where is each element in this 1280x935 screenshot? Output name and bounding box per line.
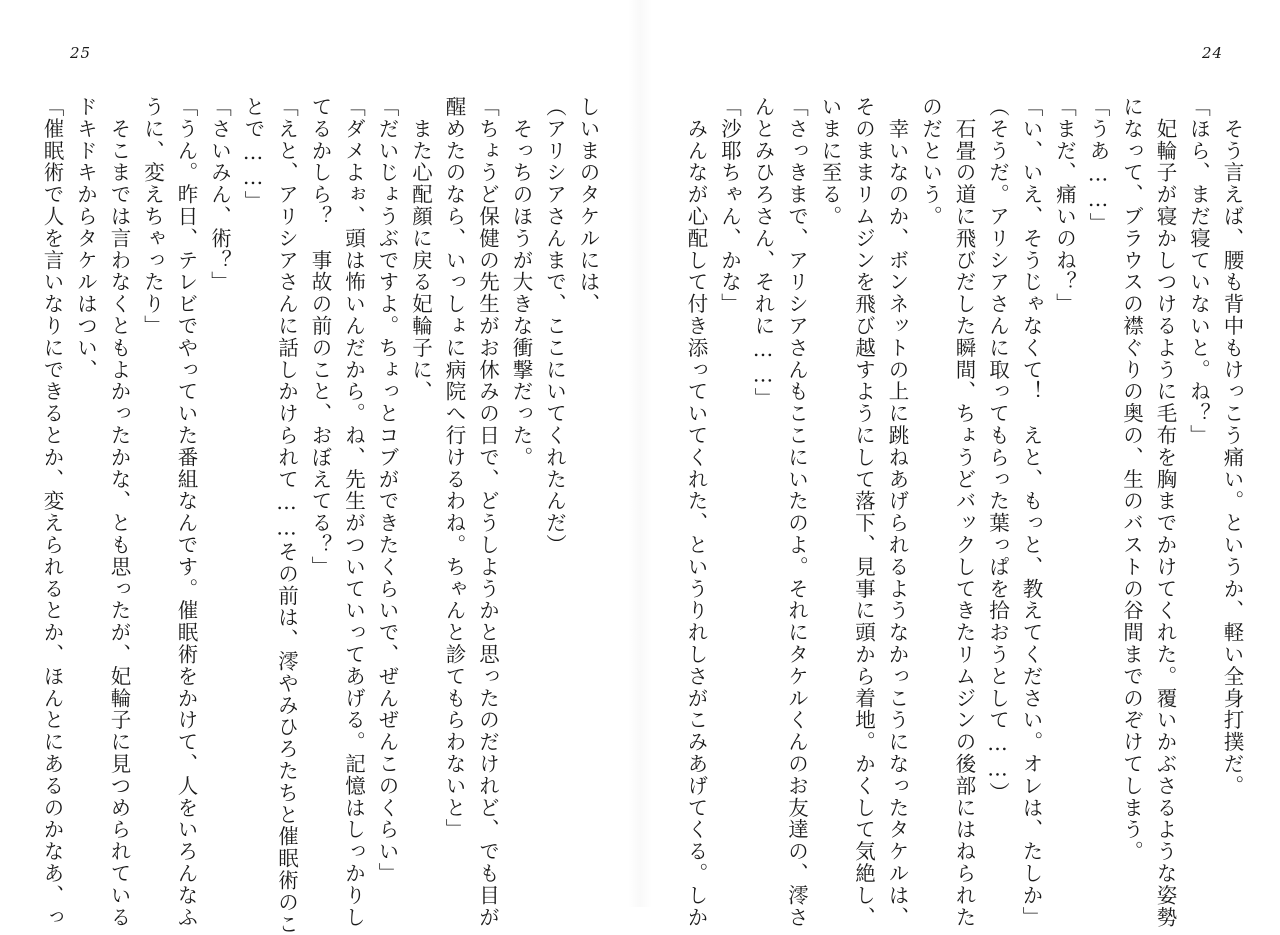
page-number-right: 24 bbox=[1202, 44, 1224, 62]
text-line: のだという。 bbox=[918, 96, 943, 228]
text-line: んとみひろさん、それに……」 bbox=[751, 96, 775, 410]
right-page bbox=[640, 0, 1280, 929]
text-line: 「うん。昨日、テレビでやっていた番組なんです。催眠術をかけて、人をいろんなふ bbox=[174, 96, 198, 929]
text-line: 「だいじょうぶですよ。ちょっとコブができたくらいで、ぜんぜんこのくらい」 bbox=[375, 96, 399, 885]
text-line: になって、ブラウスの襟ぐりの奥の、生のバストの谷間までのぞけてしまう。 bbox=[1119, 96, 1144, 863]
text-line: 「催眠術で人を言いなりにできるとか、変えられるとか、ほんとにあるのかなあ、っ bbox=[40, 96, 64, 929]
right-page-text bbox=[684, 96, 1248, 929]
text-line: 妃輪子が寝かしつけるように毛布を胸までかけてくれた。覆いかぶさるような姿勢 bbox=[1153, 96, 1177, 929]
text-line: 「うあ……」 bbox=[1086, 96, 1110, 235]
text-line: そっちのほうが大きな衝撃だった。 bbox=[509, 96, 533, 469]
text-line: とで……」 bbox=[241, 96, 265, 213]
text-line: 「ちょうど保健の先生がお休みの日で、どうしようかと思ったのだけれど、でも目が bbox=[475, 96, 500, 929]
text-line: てるかしら？ 事故の前のこと、おぼえてる？」 bbox=[308, 96, 332, 578]
text-line: 「えと、アリシアさんに話しかけられて……その前は、澪やみひろたちと催眠術のこ bbox=[274, 96, 299, 935]
text-line: （アリシアさんまで、ここにいてくれたんだ） bbox=[542, 96, 567, 556]
text-line: 「さっきまで、アリシアさんもここにいたのよ。それにタケルくんのお友達の、澪さ bbox=[784, 96, 809, 929]
text-line: そこまでは言わなくともよかったかな、とも思ったが、妃輪子に見つめられている bbox=[107, 96, 131, 929]
text-line: 「沙耶ちゃん、かな」 bbox=[717, 96, 742, 315]
text-line: ドキドキからタケルはつい、 bbox=[73, 96, 98, 381]
text-line: 「まだ、痛いのね？」 bbox=[1052, 96, 1077, 315]
text-line: 「ほら、まだ寝ていないと。ね？」 bbox=[1186, 96, 1211, 447]
text-line: 幸いなのか、ボンネットの上に跳ねあげられるようなかっこうになったタケルは、 bbox=[885, 96, 909, 929]
text-line: うに、変えちゃったり」 bbox=[140, 96, 165, 337]
text-line: 「ダメよぉ、頭は怖いんだから。ね、先生がついていってあげる。記憶はしっかりし bbox=[341, 96, 366, 929]
text-line: そのままリムジンを飛び越すようにして落下、見事に頭から着地。かくして気絶し、 bbox=[851, 96, 876, 929]
text-line: 醒めたのなら、いっしょに病院へ行けるわね。ちゃんと診てもらわないと」 bbox=[442, 96, 466, 841]
text-line: また心配顔に戻る妃輪子に、 bbox=[408, 96, 433, 403]
text-line: 「さいみん、術？」 bbox=[207, 96, 232, 294]
text-line: 石畳の道に飛びだした瞬間、ちょうどバックしてきたリムジンの後部にはねられた bbox=[952, 96, 976, 929]
page-number-left: 25 bbox=[70, 44, 92, 62]
text-line: （そうだ。アリシアさんに取ってもらった葉っぱを拾おうとして……） bbox=[985, 96, 1010, 804]
text-line: いまに至る。 bbox=[818, 96, 842, 228]
text-line: そう言えば、腰も背中もけっこう痛い。というか、軽い全身打撲だ。 bbox=[1220, 96, 1244, 797]
text-line: しいまのタケルには、 bbox=[576, 96, 600, 315]
text-line: 「い、いえ、そうじゃなくて！ えと、もっと、教えてください。オレは、たしか」 bbox=[1019, 96, 1043, 929]
text-line: みんなが心配して付き添っていてくれた、というりれしさがこみあげてくる。しか bbox=[684, 96, 708, 929]
left-page-text bbox=[40, 96, 604, 935]
